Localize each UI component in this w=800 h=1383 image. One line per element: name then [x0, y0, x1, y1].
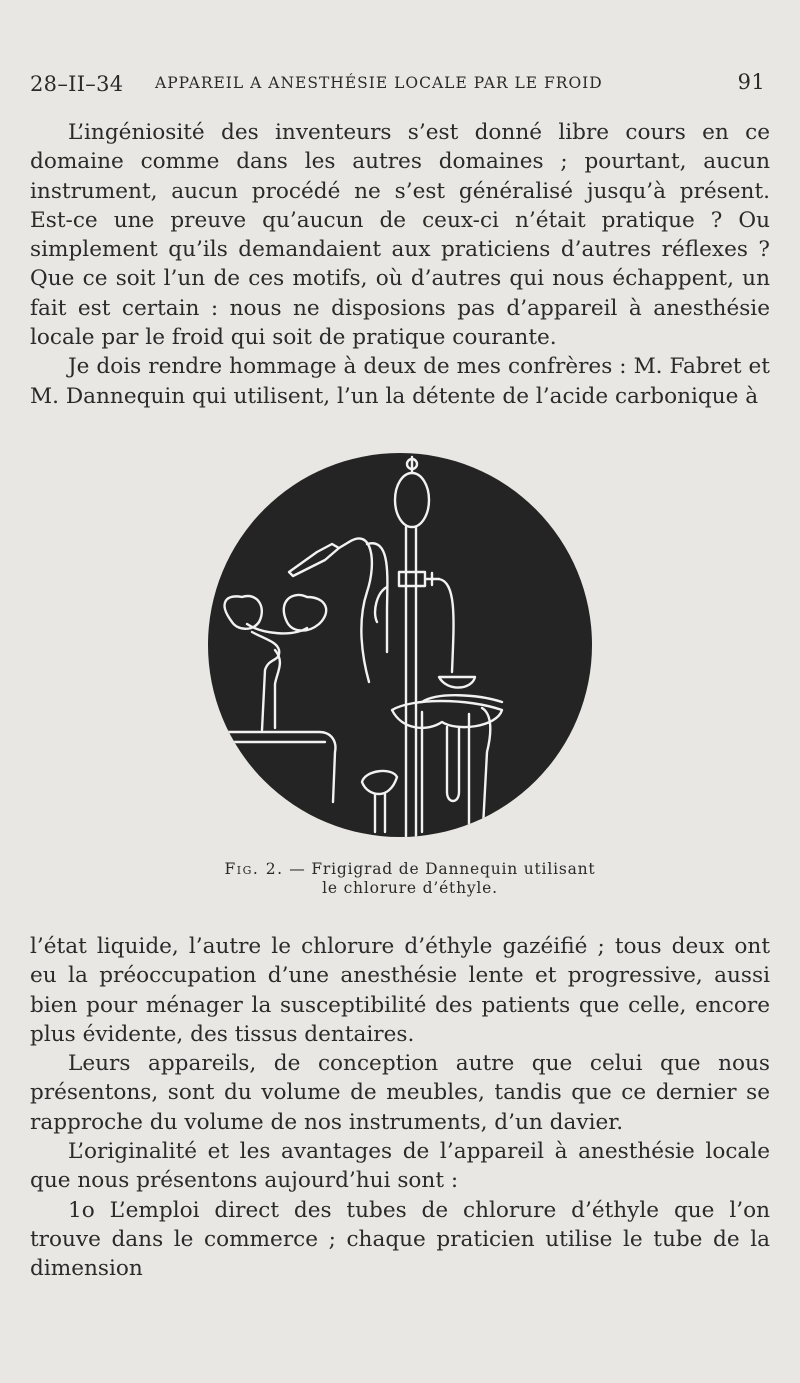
figure-caption — [160, 860, 660, 898]
paragraph: 1o L’emploi direct des tubes de chlorure d’éthyle que l’on trouve dans le commerce ; chaque praticien utilise le tube de la dimension — [30, 1197, 770, 1282]
caption-line-1: Frigigrad de Dannequin utilisant — [311, 860, 596, 878]
paragraph: Je dois rendre hommage à deux de mes confrères : M. Fabret et M. Dannequin qui utilisent, l’un la détente de l’acide carbonique à — [30, 354, 770, 409]
text-block-bottom — [30, 932, 770, 1284]
frigigrad-drawing — [207, 452, 593, 838]
header-title: APPAREIL A ANESTHÉSIE LOCALE PAR LE FROID — [155, 74, 603, 92]
page-number: 91 — [737, 70, 765, 94]
paragraph: L’originalité et les avantages de l’appareil à anesthésie locale que nous présentons aujourd’hui sont : — [30, 1139, 770, 1194]
paragraph: L’ingéniosité des inventeurs s’est donné libre cours en ce domaine comme dans les autres domaines ; pourtant, aucun instrument, aucun procédé ne s’est généralisé jusqu’à présent. Est-ce une preuve qu’aucun de ceux-ci n’était pratique ? Ou simplement qu’ils demandaient aux praticiens d’autres réflexes ? Que ce soit l’un de ces motifs, où d’autres qui nous échappent, un fait est certain : nous ne disposions pas d’appareil à anesthésie locale par le froid qui soit de pratique courante. — [30, 120, 770, 351]
running-header — [30, 70, 765, 100]
caption-line-2: le chlorure d’éthyle. — [322, 879, 498, 897]
paragraph: Leurs appareils, de conception autre que celui que nous présentons, sont du volume de meubles, tandis que ce dernier se rapproche du volume de nos instruments, d’un davier. — [30, 1051, 770, 1135]
caption-dash: — — [283, 860, 312, 878]
figure-label: Fig. 2. — [224, 860, 284, 878]
figure-illustration — [207, 452, 593, 838]
text-block-top — [30, 118, 770, 411]
paragraph: l’état liquide, l’autre le chlorure d’éthyle gazéifié ; tous deux ont eu la préoccupation d’une anesthésie lente et progressive, aussi bien pour ménager la susceptibilité des patients que celle, encore plus évidente, des tissus dentaires. — [30, 934, 770, 1047]
header-date: 28–II–34 — [30, 72, 124, 96]
